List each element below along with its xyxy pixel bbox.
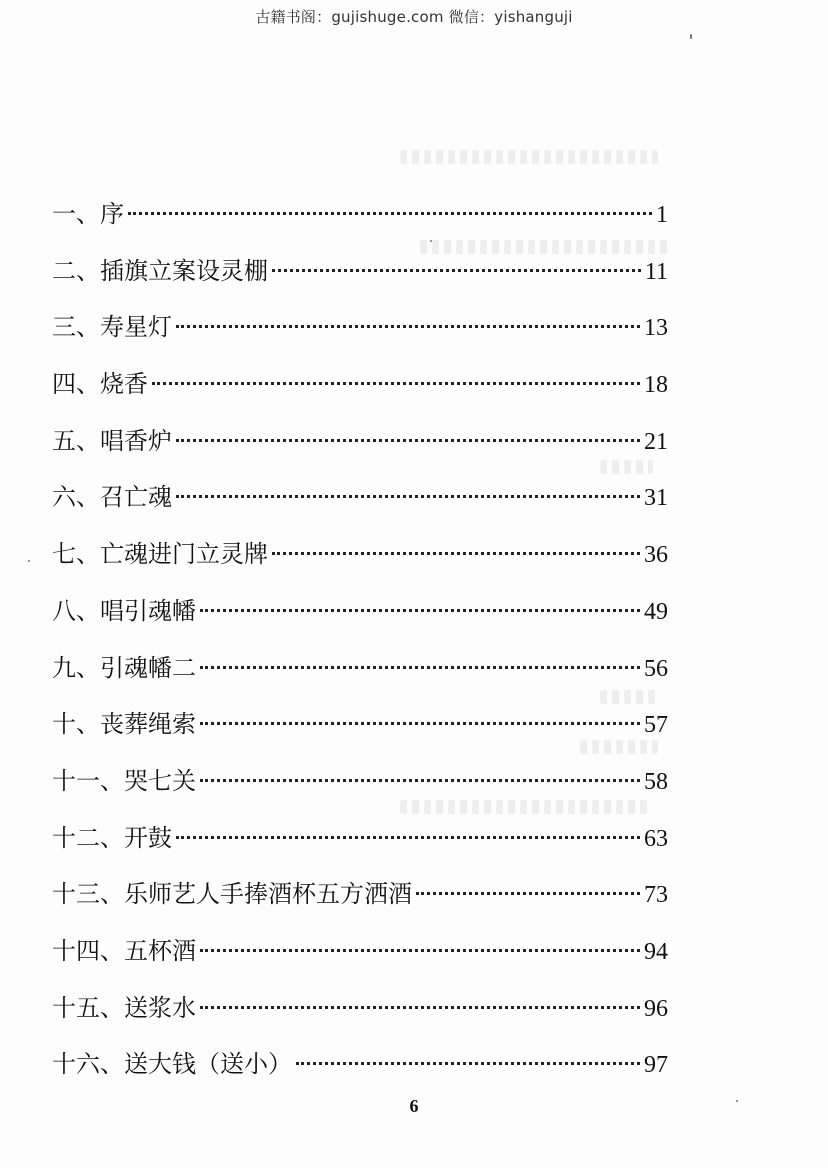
toc-entry-page: 49 [644,598,668,625]
toc-dot-leader [176,325,640,328]
toc-entry-title: 四、烧香 [52,370,148,399]
toc-dot-leader [200,779,640,782]
toc-entry-title: 十、丧葬绳索 [52,710,196,739]
toc-entry [52,923,668,980]
toc-dot-leader [200,722,640,725]
toc-entry [52,696,668,753]
toc-dot-leader [272,552,640,555]
toc-entry-page: 58 [644,768,668,795]
toc-dot-leader [128,212,652,215]
bleed-through-mark [400,150,658,164]
toc-entry [52,243,668,300]
toc-entry-title: 九、引魂幡二 [52,653,196,682]
scan-speck [690,34,692,39]
toc-entry [52,583,668,640]
toc-entry [52,640,668,697]
toc-entry-page: 97 [644,1052,668,1079]
toc-entry [52,753,668,810]
toc-dot-leader [152,382,640,385]
toc-entry [52,526,668,583]
toc-entry-title: 十五、送浆水 [52,993,196,1022]
site-watermark: 古籍书阁：gujishuge.com 微信：yishanguji [255,8,573,26]
toc-entry-title: 十二、开鼓 [52,823,172,852]
toc-dot-leader [176,495,640,498]
toc-entry [52,299,668,356]
toc-dot-leader [200,1006,640,1009]
toc-entry-page: 13 [644,315,668,342]
toc-entry [52,810,668,867]
toc-entry-title: 七、亡魂进门立灵牌 [52,540,268,569]
toc-entry-page: 73 [644,882,668,909]
toc-dot-leader [272,269,641,272]
toc-entry-page: 56 [644,655,668,682]
toc-entry-page: 1 [656,202,668,228]
page-number: 6 [409,1096,419,1116]
toc-entry-title: 三、寿星灯 [52,313,172,342]
toc-entry-title: 十一、哭七关 [52,766,196,795]
toc-entry [52,413,668,470]
table-of-contents [52,186,668,1093]
toc-dot-leader [176,836,640,839]
toc-entry [52,1036,668,1093]
toc-dot-leader [416,892,640,895]
toc-entry-page: 94 [644,938,668,965]
toc-dot-leader [176,439,640,442]
toc-entry-page: 96 [644,995,668,1022]
toc-entry-title: 六、召亡魂 [52,483,172,512]
toc-entry-page: 18 [644,372,668,399]
toc-dot-leader [200,666,640,669]
toc-entry [52,186,668,243]
toc-dot-leader [296,1062,640,1065]
toc-entry-page: 36 [644,542,668,569]
toc-entry-page: 63 [644,825,668,852]
toc-dot-leader [200,949,640,952]
toc-dot-leader [200,609,640,612]
toc-entry-title: 八、唱引魂幡 [52,596,196,625]
toc-entry-page: 31 [644,485,668,512]
toc-entry-title: 一、序 [52,200,124,228]
toc-entry-page: 57 [644,712,668,739]
toc-entry-page: 11 [644,258,668,285]
toc-entry [52,356,668,413]
toc-entry [52,866,668,923]
toc-entry [52,980,668,1037]
toc-entry-title: 十四、五杯酒 [52,936,196,965]
toc-entry-title: 十六、送大钱（送小） [52,1050,292,1079]
toc-entry-title: 十三、乐师艺人手捧酒杯五方洒酒 [52,880,412,909]
toc-entry-page: 21 [644,428,668,455]
toc-entry [52,469,668,526]
toc-entry-title: 二、插旗立案设灵棚 [52,256,268,285]
toc-entry-title: 五、唱香炉 [52,426,172,455]
scan-speck [28,560,30,562]
